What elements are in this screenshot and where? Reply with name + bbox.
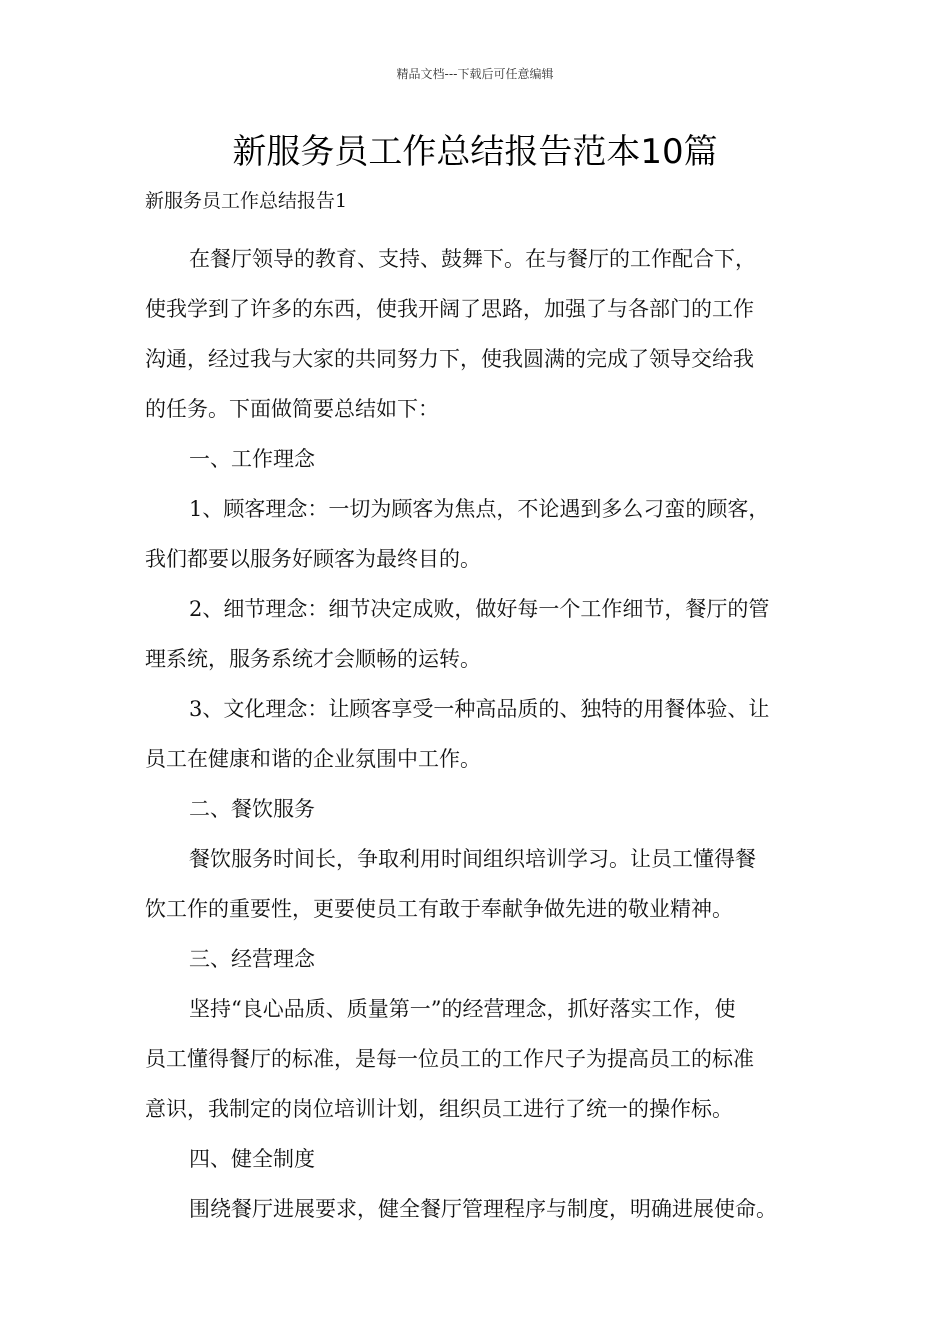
text-line: 在餐厅领导的教育、支持、鼓舞下。在与餐厅的工作配合下， [189,247,756,271]
document-title: 新服务员工作总结报告范本10篇 [232,132,718,172]
text-line: 3、文化理念：让顾客享受一种高品质的、独特的用餐体验、让 [189,697,770,721]
text-line: 四、健全制度 [189,1147,315,1171]
text-line: 理系统，服务系统才会顺畅的运转。 [145,647,481,671]
header-note: 精品文档---下载后可任意编辑 [396,67,554,81]
text-line: 1、顾客理念：一切为顾客为焦点，不论遇到多么刁蛮的顾客， [189,497,770,521]
text-line: 围绕餐厅进展要求，健全餐厅管理程序与制度，明确进展使命。 [189,1197,777,1221]
text-line: 我们都要以服务好顾客为最终目的。 [145,547,481,571]
text-line: 坚持“良心品质、质量第一”的经营理念，抓好落实工作，使 [189,997,736,1021]
text-line: 三、经营理念 [189,947,315,971]
text-line: 2、细节理念：细节决定成败，做好每一个工作细节，餐厅的管 [189,597,770,621]
text-line: 员工在健康和谐的企业氛围中工作。 [145,747,481,771]
text-line: 饮工作的重要性，更要使员工有敢于奉献争做先进的敬业精神。 [145,897,733,921]
text-line: 使我学到了许多的东西，使我开阔了思路，加强了与各部门的工作 [145,297,754,321]
text-line: 餐饮服务时间长，争取利用时间组织培训学习。让员工懂得餐 [189,847,756,871]
document-body [145,184,825,1234]
text-line: 一、工作理念 [189,447,315,471]
text-line: 的任务。下面做简要总结如下： [145,397,439,421]
text-line: 意识，我制定的岗位培训计划，组织员工进行了统一的操作标。 [145,1097,733,1121]
paragraph-lines [145,234,825,1234]
text-line: 沟通，经过我与大家的共同努力下，使我圆满的完成了领导交给我 [145,347,754,371]
section-subtitle: 新服务员工作总结报告1 [145,190,348,212]
text-line: 员工懂得餐厅的标准，是每一位员工的工作尺子为提高员工的标准 [145,1047,754,1071]
text-line: 二、餐饮服务 [189,797,315,821]
